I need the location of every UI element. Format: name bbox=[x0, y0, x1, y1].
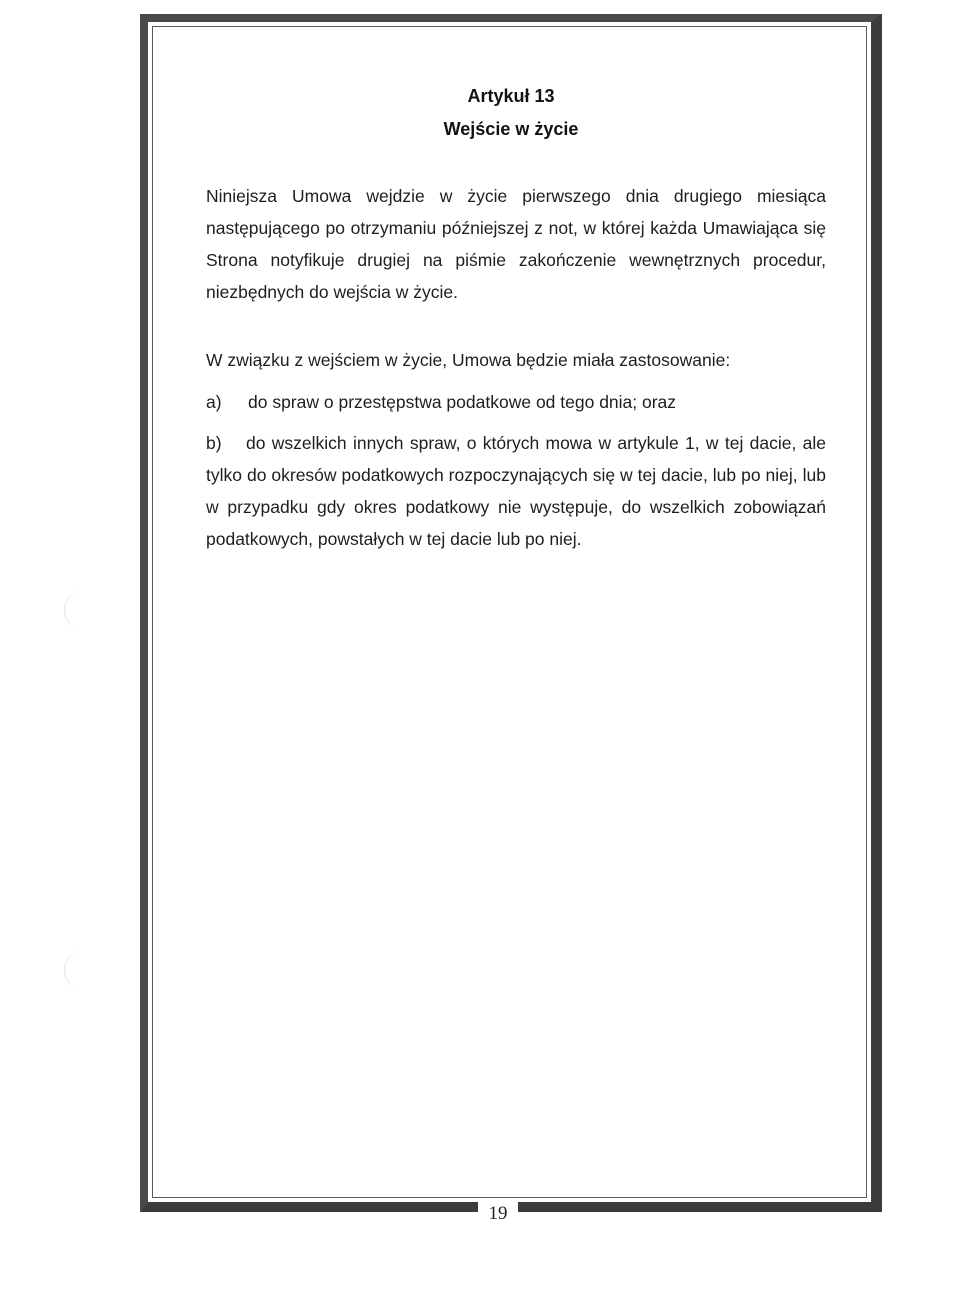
list-item-b-text: do wszelkich innych spraw, o których mowa w artykule 1, w tej dacie, ale tylko do okresów podatkowych rozpoczynających się w tej dacie, lub po niej, lub w przypadku gdy okres podatkowy nie występuje, do wszelkich zobowiązań podatkowych, powstałych w tej dacie lub po niej. bbox=[206, 433, 826, 549]
paragraph-entry-into-force: Niniejsza Umowa wejdzie w życie pierwszego dnia drugiego miesiąca następującego po otrzymaniu późniejszej z not, w której każda Umawiająca się Strona notyfikuje drugiej na piśmie zakończenie wewnętrznych procedur, niezbędnych do wejścia w życie. bbox=[206, 186, 826, 302]
list-item-b bbox=[206, 427, 826, 555]
list-marker-a: a) bbox=[206, 392, 222, 412]
page-number: 19 bbox=[478, 1201, 518, 1227]
list-item-a-text: do spraw o przestępstwa podatkowe od tego dnia; oraz bbox=[248, 392, 677, 412]
list-marker-b: b) bbox=[206, 433, 222, 453]
punch-hole-mark bbox=[64, 590, 85, 630]
punch-hole-mark bbox=[64, 950, 85, 990]
list-item-a bbox=[206, 386, 826, 418]
article-title-heading: Wejście w życie bbox=[443, 119, 579, 139]
paragraph-application-intro: W związku z wejściem w życie, Umowa będzie miała zastosowanie: bbox=[206, 350, 731, 370]
article-number-heading: Artykuł 13 bbox=[467, 86, 555, 106]
